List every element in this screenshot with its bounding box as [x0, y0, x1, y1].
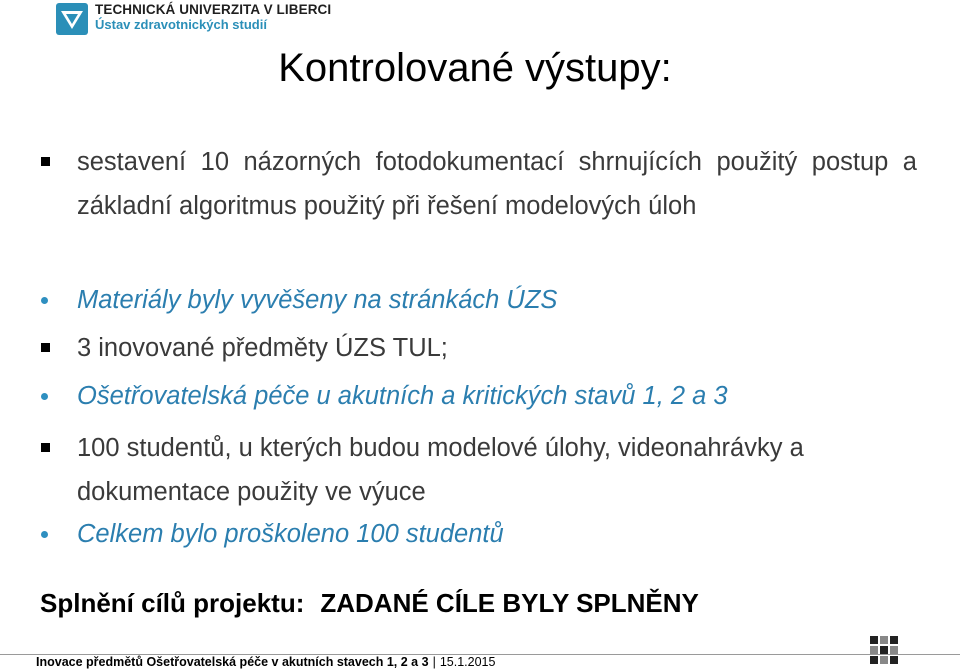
list-item-text: 3 inovované předměty ÚZS TUL;	[77, 334, 448, 362]
round-bullet-icon	[41, 297, 48, 304]
list-item	[77, 374, 917, 418]
round-bullet-icon	[41, 531, 48, 538]
footer-separator: |	[432, 655, 436, 669]
footer-course: Inovace předmětů Ošetřovatelská péče v akutních stavech 1, 2 a 3	[36, 655, 429, 669]
list-item-text: Materiály byly vyvěšeny na stránkách ÚZS	[77, 286, 558, 314]
square-bullet-icon	[41, 157, 50, 166]
list-item	[77, 512, 917, 556]
summary-value: ZADANÉ CÍLE BYLY SPLNĚNY	[320, 588, 699, 618]
list-item	[77, 278, 917, 322]
summary-label: Splnění cílů projektu:	[40, 588, 305, 618]
list-item	[77, 140, 917, 228]
project-goals-summary	[40, 581, 699, 625]
university-emblem-icon	[55, 2, 89, 36]
footer-date: 15.1.2015	[439, 655, 496, 669]
slide-title: Kontrolované výstupy:	[278, 46, 672, 90]
grid-logo-icon	[866, 634, 902, 670]
square-bullet-icon	[41, 343, 50, 352]
logo-university-name: TECHNICKÁ UNIVERZITA V LIBERCI	[95, 2, 332, 17]
round-bullet-icon	[41, 393, 48, 400]
logo-institute-name: Ústav zdravotnických studií	[95, 17, 267, 32]
square-bullet-icon	[41, 443, 50, 452]
list-item	[77, 426, 917, 514]
list-item-text: Celkem bylo proškoleno 100 studentů	[77, 520, 504, 548]
list-item	[77, 326, 917, 370]
footer	[36, 655, 495, 670]
list-item-text: 100 studentů, u kterých budou modelové úlohy, videonahrávky a dokumentace použity ve výuce	[77, 434, 804, 506]
list-item-text: sestavení 10 názorných fotodokumentací shrnujících použitý postup a základní algoritmus použitý při řešení modelových úloh	[77, 148, 917, 220]
university-logo	[55, 2, 331, 36]
list-item-text: Ošetřovatelská péče u akutních a kritických stavů 1, 2 a 3	[77, 382, 728, 410]
